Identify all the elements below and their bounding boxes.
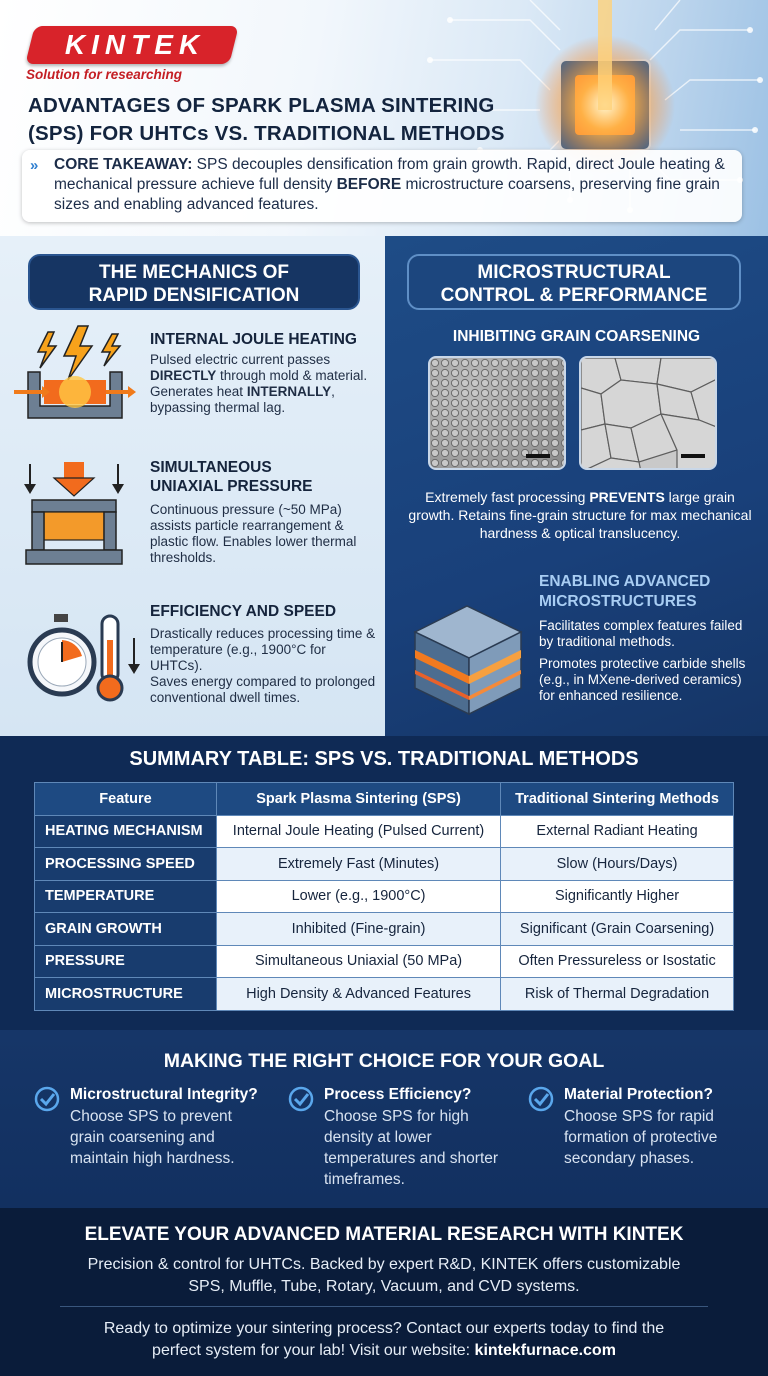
- check-circle-icon: [288, 1086, 314, 1112]
- table-cell-feature: MICROSTRUCTURE: [35, 978, 217, 1011]
- title-line-1: ADVANTAGES OF SPARK PLASMA SINTERING: [28, 94, 495, 117]
- table-cell-feature: HEATING MECHANISM: [35, 815, 217, 848]
- uniaxial-pressure-heading-line-1: SIMULTANEOUS: [150, 459, 272, 476]
- microstructure-title: [407, 254, 741, 310]
- table-cell: Often Pressureless or Isostatic: [501, 945, 734, 978]
- advanced-text-2: Promotes protective carbide shells (e.g., in MXene-derived ceramics) for enhanced resilience.: [539, 656, 746, 703]
- footer-line-1: Precision & control for UHTCs. Backed by expert R&D, KINTEK offers customizable: [87, 1256, 681, 1273]
- footer-title: ELEVATE YOUR ADVANCED MATERIAL RESEARCH WITH KINTEK: [84, 1224, 684, 1245]
- table-row: [35, 880, 734, 913]
- choice-heading: Microstructural Integrity?: [70, 1086, 258, 1103]
- joule-heating-emphasis-1: DIRECTLY: [150, 368, 217, 383]
- title-line-2: (SPS) FOR UHTCs VS. TRADITIONAL METHODS: [28, 122, 505, 145]
- summary-section: [0, 736, 768, 1030]
- mechanics-title-line-1: THE MECHANICS OF: [99, 262, 289, 283]
- uniaxial-pressure-heading-line-2: UNIAXIAL PRESSURE: [150, 478, 313, 495]
- fine-grain-pattern: [430, 358, 566, 470]
- takeaway-text-1: SPS decouples densification from grain growth. Rapid, direct Joule heating & mechanical pressure achieve full density: [54, 156, 725, 193]
- table-row: [35, 978, 734, 1011]
- footer: [0, 1208, 768, 1376]
- comparison-table: [34, 782, 734, 1011]
- footer-cta-line-2: [0, 1340, 768, 1362]
- table-row: [35, 815, 734, 848]
- mechanics-title-line-2: RAPID DENSIFICATION: [88, 285, 300, 306]
- coarse-grain-micrograph: [579, 356, 717, 470]
- micro-title-line-2: CONTROL & PERFORMANCE: [440, 285, 708, 306]
- summary-title: SUMMARY TABLE: SPS VS. TRADITIONAL METHODS: [129, 748, 639, 770]
- table-cell: Lower (e.g., 1900°C): [217, 880, 501, 913]
- takeaway-emphasis: BEFORE: [336, 176, 402, 193]
- table-cell-feature: PRESSURE: [35, 945, 217, 978]
- footer-cta-text: perfect system for your lab! Visit our website:: [152, 1342, 475, 1359]
- efficiency-text-1: Drastically reduces processing time & temperature (e.g., 1900°C for UHTCs).: [150, 626, 376, 673]
- website-link[interactable]: kintekfurnace.com: [474, 1342, 616, 1359]
- core-takeaway-text: [54, 155, 738, 215]
- mechanics-panel: [0, 236, 385, 736]
- table-cell: Risk of Thermal Degradation: [501, 978, 734, 1011]
- joule-heating-text-3: , bypassing thermal lag.: [150, 384, 335, 415]
- footer-cta-line-1: Ready to optimize your sintering process? Contact our experts today to find the: [103, 1320, 665, 1337]
- footer-line-2: SPS, Muffle, Tube, Rotary, Vacuum, and CVD systems.: [188, 1278, 580, 1295]
- table-cell: Slow (Hours/Days): [501, 848, 734, 881]
- table-cell-feature: TEMPERATURE: [35, 880, 217, 913]
- advanced-heading-line-1: ENABLING ADVANCED: [539, 573, 711, 590]
- table-header: Traditional Sintering Methods: [501, 783, 734, 816]
- advanced-microstructures-heading: [539, 572, 759, 612]
- micro-title-line-1: MICROSTRUCTURAL: [477, 262, 671, 283]
- brand-tagline: Solution for researching: [26, 67, 183, 82]
- grain-text-2: large grain growth. Retains fine-grain structure for max mechanical hardness & optical translucency.: [408, 489, 752, 541]
- grain-coarsening-heading: INHIBITING GRAIN COARSENING: [452, 328, 701, 345]
- joule-heating-heading: INTERNAL JOULE HEATING: [150, 331, 357, 348]
- takeaway-text-2: microstructure coarsens, preserving fine grain sizes and enabling advanced features.: [54, 176, 720, 213]
- table-cell: Simultaneous Uniaxial (50 MPa): [217, 945, 501, 978]
- table-cell-feature: GRAIN GROWTH: [35, 913, 217, 946]
- table-cell: Extremely Fast (Minutes): [217, 848, 501, 881]
- joule-heating-emphasis-2: INTERNALLY: [246, 384, 332, 399]
- grain-coarsening-text: [405, 488, 755, 542]
- brand-logo: KINTEK: [64, 29, 206, 60]
- choice-heading: Process Efficiency?: [324, 1086, 472, 1103]
- microstructure-panel: [385, 236, 768, 736]
- advanced-heading-line-2: MICROSTRUCTURES: [539, 593, 697, 610]
- table-header: Feature: [35, 783, 217, 816]
- table-cell: High Density & Advanced Features: [217, 978, 501, 1011]
- choice-heading: Material Protection?: [564, 1086, 713, 1103]
- footer-divider: [60, 1306, 708, 1307]
- page-title: [28, 92, 568, 148]
- press-icon: [18, 460, 130, 580]
- grain-emphasis: PREVENTS: [589, 489, 665, 505]
- choices-title: MAKING THE RIGHT CHOICE FOR YOUR GOAL: [163, 1050, 605, 1072]
- takeaway-label: CORE TAKEAWAY:: [54, 156, 193, 173]
- choices-section: [0, 1030, 768, 1208]
- check-circle-icon: [34, 1086, 60, 1112]
- header: [0, 0, 768, 236]
- table-cell: Internal Joule Heating (Pulsed Current): [217, 815, 501, 848]
- joule-heating-icon: [14, 324, 136, 424]
- fine-grain-micrograph: [428, 356, 566, 470]
- table-row: [35, 913, 734, 946]
- table-cell: External Radiant Heating: [501, 815, 734, 848]
- choice-text: Choose SPS for rapid formation of protective secondary phases.: [564, 1108, 718, 1167]
- double-chevron-icon: »: [30, 157, 39, 174]
- efficiency-heading: EFFICIENCY AND SPEED: [150, 603, 337, 620]
- table-cell: Significant (Grain Coarsening): [501, 913, 734, 946]
- layered-microstructure-icon: [405, 592, 531, 720]
- table-row: [35, 945, 734, 978]
- uniaxial-pressure-text: Continuous pressure (~50 MPa) assists particle rearrangement & plastic flow. Enables lower thermal thresholds.: [150, 502, 357, 565]
- table-row: [35, 848, 734, 881]
- table-header: Spark Plasma Sintering (SPS): [217, 783, 501, 816]
- advanced-text-1: Facilitates complex features failed by traditional methods.: [539, 618, 743, 649]
- efficiency-text-2: Saves energy compared to prolonged conventional dwell times.: [150, 674, 376, 705]
- core-takeaway-box: [22, 150, 742, 222]
- joule-heating-text: [150, 352, 378, 416]
- choice-text: Choose SPS for high density at lower temperatures and shorter timeframes.: [324, 1108, 499, 1188]
- table-header-row: [35, 783, 734, 816]
- table-cell: Significantly Higher: [501, 880, 734, 913]
- grain-text-1: Extremely fast processing: [425, 489, 590, 505]
- coarse-grain-pattern: [581, 358, 717, 470]
- joule-heating-text-1: Pulsed electric current passes: [150, 352, 331, 367]
- table-cell-feature: PROCESSING SPEED: [35, 848, 217, 881]
- table-cell: Inhibited (Fine-grain): [217, 913, 501, 946]
- choice-text: Choose SPS to prevent grain coarsening and maintain high hardness.: [70, 1108, 235, 1167]
- mechanics-title: [28, 254, 360, 310]
- joule-heating-text-2: through mold & material. Generates heat: [150, 368, 368, 399]
- stopwatch-thermometer-icon: [26, 608, 148, 704]
- uniaxial-pressure-heading: [150, 458, 313, 496]
- check-circle-icon: [528, 1086, 554, 1112]
